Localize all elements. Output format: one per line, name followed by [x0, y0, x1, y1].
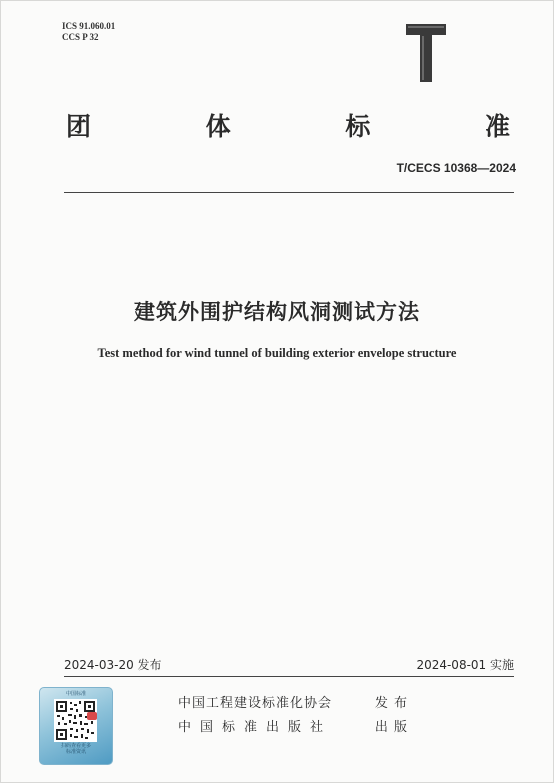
issue-date: 2024-03-20 发布 — [64, 658, 162, 672]
sticker-caption: 标准资讯 — [65, 749, 86, 755]
publisher-name: 中国标准出版社 — [178, 720, 333, 735]
series-title — [66, 107, 512, 143]
series-char: 标 — [345, 112, 373, 141]
group-standard-logo — [406, 24, 446, 82]
sticker-label: 中国标准 — [65, 691, 86, 697]
publisher-row — [178, 692, 408, 711]
title-chinese: 建筑外围护结构风洞测试方法 — [134, 300, 420, 324]
series-char: 准 — [484, 112, 512, 141]
header-divider — [64, 192, 514, 193]
title-english: Test method for wind tunnel of building exterior envelope structure — [97, 346, 457, 360]
publisher-name: 中国工程建设标准化协会 — [178, 696, 333, 711]
anti-counterfeit-sticker[interactable] — [39, 687, 113, 765]
standard-number: T/CECS 10368—2024 — [396, 161, 516, 175]
footer-divider — [64, 676, 514, 677]
sticker-caption: 扫码查看更多 — [60, 743, 91, 749]
effective-date: 2024-08-01 实施 — [416, 658, 514, 672]
publisher-role: 出 版 — [374, 720, 408, 735]
series-char: 体 — [205, 112, 233, 141]
series-char: 团 — [66, 112, 94, 141]
badge-icon — [87, 712, 97, 720]
publisher-row — [178, 716, 408, 735]
qr-code-icon[interactable] — [54, 699, 97, 742]
classification-codes — [62, 21, 115, 43]
ics-code: ICS 91.060.01 — [62, 21, 116, 31]
ccs-code: CCS P 32 — [62, 32, 99, 42]
publisher-role: 发 布 — [374, 696, 408, 711]
